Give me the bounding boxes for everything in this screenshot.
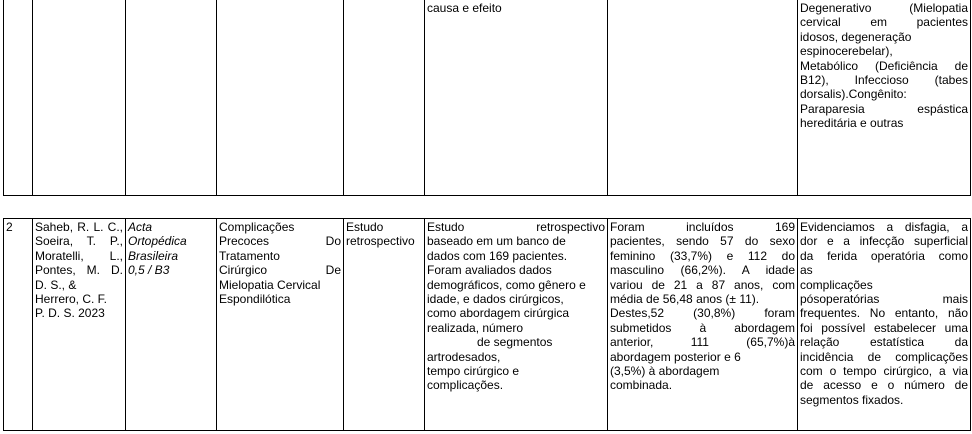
method-line: tempo cirúrgico e bbox=[427, 364, 520, 379]
results-line: masculino (66,2%). A idade bbox=[610, 263, 795, 278]
conclusion-line: cervical em pacientes bbox=[800, 15, 968, 30]
authors-line: Moratelli, L., bbox=[35, 248, 123, 263]
cell-study-type bbox=[344, 219, 425, 431]
conclusion-line: Metabólico (Deficiência de bbox=[800, 58, 968, 73]
conclusion-line: hereditária e outras bbox=[800, 116, 904, 131]
results-line: feminino (33,7%) e 112 do bbox=[610, 248, 795, 263]
conclusion-line: foi possível estabelecer uma bbox=[800, 320, 968, 335]
conclusion-line: pósoperatórias mais bbox=[800, 292, 968, 307]
method-line: Foram avaliados dados bbox=[427, 263, 552, 278]
method-line: como abordagem cirúrgica bbox=[427, 306, 570, 321]
conclusion-line: Degenerativo (Mielopatia bbox=[800, 1, 968, 15]
title-line: Espondilótica bbox=[219, 292, 291, 307]
cell-conclusion bbox=[798, 0, 971, 196]
authors-line: Saheb, R. L. C., bbox=[35, 220, 123, 234]
method-tail-text: causa e efeito bbox=[427, 1, 502, 15]
title-line: Precoces Do bbox=[219, 234, 341, 249]
study-type-line: retrospectivo bbox=[346, 234, 415, 249]
cell-journal bbox=[126, 219, 217, 431]
journal-line: Ortopédica bbox=[128, 234, 187, 249]
conclusion-line: de acesso e o número de bbox=[800, 378, 968, 393]
cell-authors bbox=[33, 219, 126, 431]
method-line: baseado em um banco de bbox=[427, 234, 566, 249]
conclusion-line: segmentos fixados. bbox=[800, 392, 904, 407]
method-line: Estudo retrospectivo bbox=[427, 220, 605, 234]
conclusion-line: Evidenciamos a disfagia, a bbox=[800, 220, 968, 234]
conclusion-line: idosos, degeneração bbox=[800, 29, 912, 44]
cell-study-type bbox=[344, 0, 425, 196]
table-row-entry-2 bbox=[3, 218, 971, 431]
results-line: anterior, 111 (65,7%)à bbox=[610, 335, 795, 350]
journal-line: Acta bbox=[128, 220, 153, 234]
title-line: Cirúrgico De bbox=[219, 263, 341, 278]
results-line: Destes,52 (30,8%) foram bbox=[610, 306, 795, 321]
conclusion-line: relação estatística da bbox=[800, 335, 968, 350]
cell-number bbox=[4, 219, 33, 431]
journal-line: Brasileira bbox=[128, 248, 179, 263]
entry-number: 2 bbox=[6, 220, 13, 234]
conclusion-line: B12), Infeccioso (tabes bbox=[800, 73, 968, 88]
conclusion-line: as bbox=[800, 263, 813, 278]
cell-title bbox=[217, 219, 344, 431]
cell-title bbox=[217, 0, 344, 196]
conclusion-line: espinocerebelar), bbox=[800, 44, 893, 59]
method-line: idade, e dados cirúrgicos, bbox=[427, 292, 564, 307]
authors-line: D. S., & bbox=[35, 277, 77, 292]
journal-line: 0,5 / B3 bbox=[128, 263, 170, 278]
results-line: média de 56,48 anos (± 11). bbox=[610, 292, 760, 307]
title-line: Mielopatia Cervical bbox=[219, 277, 321, 292]
table-row-continuation bbox=[3, 0, 971, 196]
method-line: de segmentos bbox=[477, 335, 553, 350]
method-line: realizada, número bbox=[427, 320, 524, 335]
method-line: complicações. bbox=[427, 378, 504, 393]
results-line: Foram incluídos 169 bbox=[610, 220, 795, 234]
results-line: submetidos à abordagem bbox=[610, 320, 795, 335]
method-line: artrodesados, bbox=[427, 349, 501, 364]
results-line: variou de 21 a 87 anos, com bbox=[610, 277, 795, 292]
authors-line: Herrero, C. F. bbox=[35, 292, 108, 307]
title-line: Tratamento bbox=[219, 248, 280, 263]
authors-line: Soeira, T. P., bbox=[35, 234, 123, 249]
authors-line: P. D. S. 2023 bbox=[35, 306, 105, 321]
study-type-line: Estudo bbox=[346, 220, 384, 234]
authors-line: Pontes, M. D. bbox=[35, 263, 123, 278]
conclusion-line: com o tempo cirúrgico, a via bbox=[800, 364, 968, 379]
results-line: (3,5%) à abordagem bbox=[610, 364, 720, 379]
results-line: abordagem posterior e 6 bbox=[610, 349, 741, 364]
cell-results bbox=[608, 0, 798, 196]
cell-number bbox=[4, 0, 33, 196]
cell-authors bbox=[33, 0, 126, 196]
conclusion-line: da ferida operatória como bbox=[800, 248, 968, 263]
cell-method bbox=[425, 219, 608, 431]
title-line: Complicações bbox=[219, 220, 295, 234]
cell-results bbox=[608, 219, 798, 431]
conclusion-line: incidência de complicações bbox=[800, 349, 968, 364]
conclusion-line: dorsalis).Congênito: bbox=[800, 87, 907, 102]
results-line: combinada. bbox=[610, 378, 673, 393]
conclusion-line: complicações bbox=[800, 277, 873, 292]
conclusion-line: dor e a infecção superficial bbox=[800, 234, 968, 249]
method-line: demográficos, como gênero e bbox=[427, 277, 586, 292]
method-line: dados com 169 pacientes. bbox=[427, 248, 568, 263]
cell-conclusion bbox=[798, 219, 971, 431]
cell-journal bbox=[126, 0, 217, 196]
cell-method bbox=[425, 0, 608, 196]
conclusion-line: frequentes. No entanto, não bbox=[800, 306, 968, 321]
conclusion-line: Paraparesia espástica bbox=[800, 101, 968, 116]
results-line: pacientes, sendo 57 do sexo bbox=[610, 234, 795, 249]
